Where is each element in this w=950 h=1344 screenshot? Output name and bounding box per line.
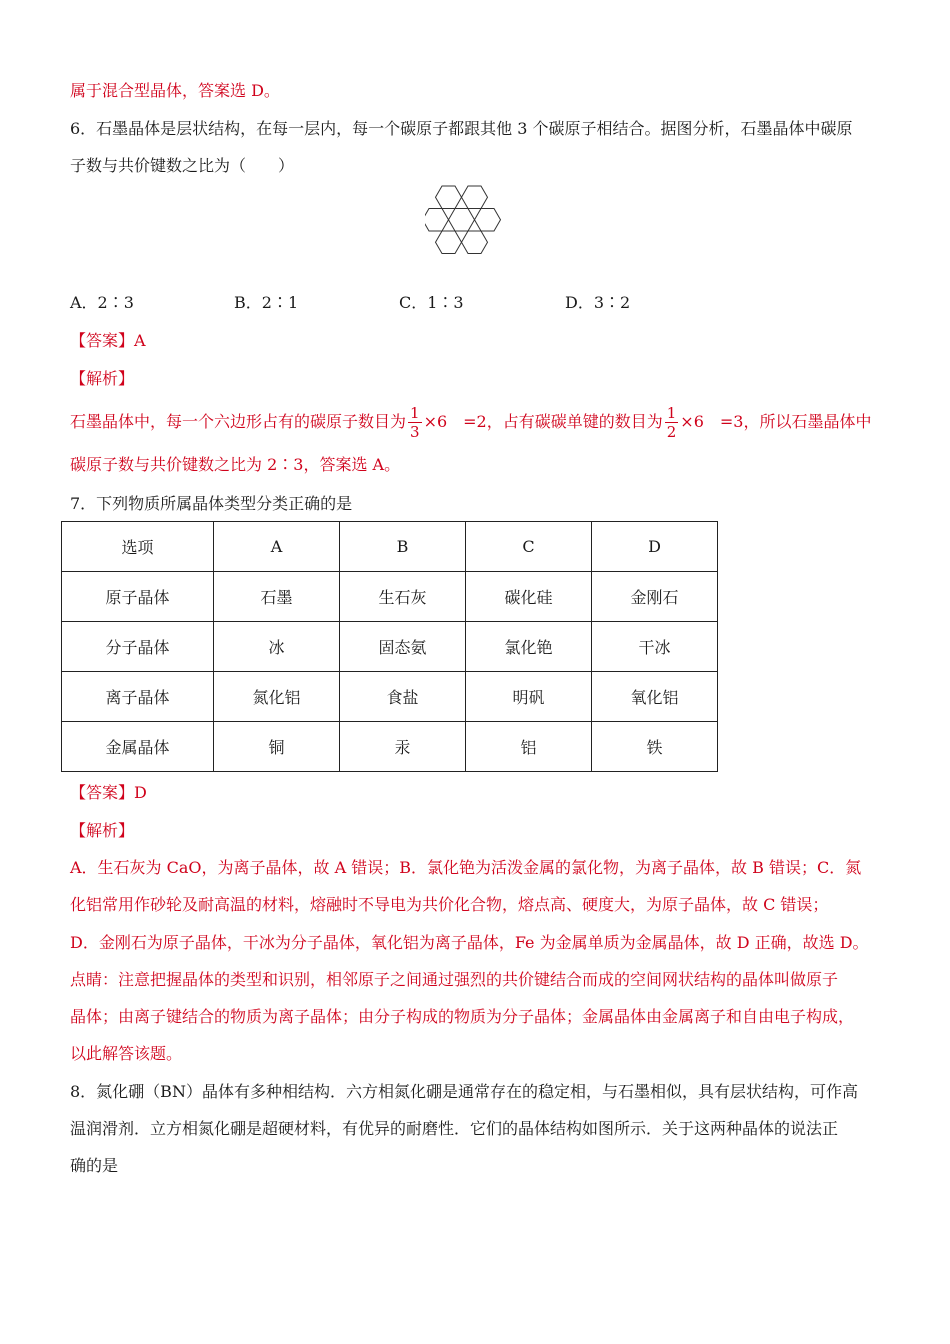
q7-answer: 【答案】D xyxy=(70,783,147,802)
q7-analysis-line4: 点睛：注意把握晶体的类型和识别，相邻原子之间通过强烈的共价键结合而成的空间网状结构的晶体叫做原子 xyxy=(70,970,839,989)
table-header-row xyxy=(62,522,718,572)
graphite-hexagon-svg xyxy=(425,182,521,274)
q7-analysis-line3: D．金刚石为原子晶体，干冰为分子晶体，氧化铝为离子晶体，Fe 为金属单质为金属晶体，故 D 正确，故选 D。 xyxy=(70,933,869,952)
table-cell: 冰 xyxy=(214,622,340,672)
table-cell: 汞 xyxy=(340,722,466,772)
table-header-cell: D xyxy=(592,522,718,572)
table-header-cell: B xyxy=(340,522,466,572)
q6-analysis-text-1: 石墨晶体中，每一个六边形占有的碳原子数目为 xyxy=(70,412,407,431)
table-cell: 干冰 xyxy=(592,622,718,672)
table-row xyxy=(62,622,718,672)
q6-analysis-label: 【解析】 xyxy=(70,369,135,388)
q6-stem-line1: 6．石墨晶体是层状结构，在每一层内，每一个碳原子都跟其他 3 个碳原子相结合。据图分析，石墨晶体中碳原 xyxy=(70,119,853,138)
fraction-numerator: 1 xyxy=(410,404,420,422)
fraction-denominator: 3 xyxy=(410,423,420,441)
q7-stem: 7．下列物质所属晶体类型分类正确的是 xyxy=(70,494,353,513)
hexagon-bottom-left xyxy=(436,231,462,254)
q6-option-a: A．2∶3 xyxy=(70,293,134,312)
table-cell: 石墨 xyxy=(214,572,340,622)
fraction-one-third xyxy=(408,404,422,441)
q7-analysis-label: 【解析】 xyxy=(70,821,135,840)
q6-option-b: B．2∶1 xyxy=(234,293,299,312)
table-cell: 固态氨 xyxy=(340,622,466,672)
table-cell: 铝 xyxy=(466,722,592,772)
q8-stem-line1: 8．氮化硼（BN）晶体有多种相结构．六方相氮化硼是通常存在的稳定相，与石墨相似，具有层状结构，可作高 xyxy=(70,1082,858,1101)
q8-stem-line2: 温润滑剂．立方相氮化硼是超硬材料，有优异的耐磨性．它们的晶体结构如图所示．关于这两种晶体的说法正 xyxy=(70,1119,839,1138)
q6-option-d: D．3∶2 xyxy=(565,293,631,312)
q7-analysis-line1: A．生石灰为 CaO，为离子晶体，故 A 错误；B．氯化铯为活泼金属的氯化物，为离子晶体，故 B 错误；C．氮 xyxy=(70,858,862,877)
table-cell: 生石灰 xyxy=(340,572,466,622)
hexagon-middle-left xyxy=(425,209,449,232)
table-cell: 原子晶体 xyxy=(62,572,214,622)
q8-stem-line3: 确的是 xyxy=(70,1156,119,1175)
table-cell: 分子晶体 xyxy=(62,622,214,672)
previous-answer-tail: 属于混合型晶体，答案选 D。 xyxy=(70,81,280,100)
table-row xyxy=(62,572,718,622)
table-cell: 氯化铯 xyxy=(466,622,592,672)
fraction-one-half xyxy=(665,404,679,441)
hexagon-center xyxy=(449,209,475,232)
fraction-numerator: 1 xyxy=(666,404,677,422)
table-cell: 氮化铝 xyxy=(214,672,340,722)
table-header-cell: 选项 xyxy=(62,522,214,572)
table-cell: 铜 xyxy=(214,722,340,772)
hexagon-top-right xyxy=(462,186,488,209)
q6-analysis-line2: 碳原子数与共价键数之比为 2∶3，答案选 A。 xyxy=(70,455,401,474)
q7-analysis-line6: 以此解答该题。 xyxy=(70,1044,183,1063)
q6-stem-line2: 子数与共价键数之比为（ ） xyxy=(70,156,295,175)
table-header-cell: A xyxy=(214,522,340,572)
hexagon-bottom-right xyxy=(462,231,488,254)
table-row xyxy=(62,672,718,722)
graphite-hexagon-diagram xyxy=(425,182,521,278)
table-row xyxy=(62,722,718,772)
table-cell: 金刚石 xyxy=(592,572,718,622)
table-cell: 食盐 xyxy=(340,672,466,722)
q6-analysis-text-2: ×6 =2，占有碳碳单键的数目为 xyxy=(423,412,663,431)
q6-answer: 【答案】A xyxy=(70,331,146,350)
table-header-cell: C xyxy=(466,522,592,572)
table-cell: 离子晶体 xyxy=(62,672,214,722)
fraction-denominator: 2 xyxy=(666,423,677,441)
table-cell: 金属晶体 xyxy=(62,722,214,772)
table-cell: 明矾 xyxy=(466,672,592,722)
table-cell: 氧化铝 xyxy=(592,672,718,722)
hexagon-top-left xyxy=(436,186,462,209)
q6-option-c: C．1∶3 xyxy=(399,293,464,312)
crystal-type-table xyxy=(61,521,718,772)
table-cell: 铁 xyxy=(592,722,718,772)
q6-analysis-text-3: ×6 =3，所以石墨晶体中 xyxy=(680,412,872,431)
hexagon-middle-right xyxy=(475,209,501,232)
q6-analysis-line1 xyxy=(70,400,871,444)
table-cell: 碳化硅 xyxy=(466,572,592,622)
q7-analysis-line5: 晶体；由离子键结合的物质为离子晶体；由分子构成的物质为分子晶体；金属晶体由金属离子和自由电子构成， xyxy=(70,1007,855,1026)
q7-analysis-line2: 化铝常用作砂轮及耐高温的材料，熔融时不导电为共价化合物，熔点高、硬度大，为原子晶体，故 C 错误； xyxy=(70,895,829,914)
